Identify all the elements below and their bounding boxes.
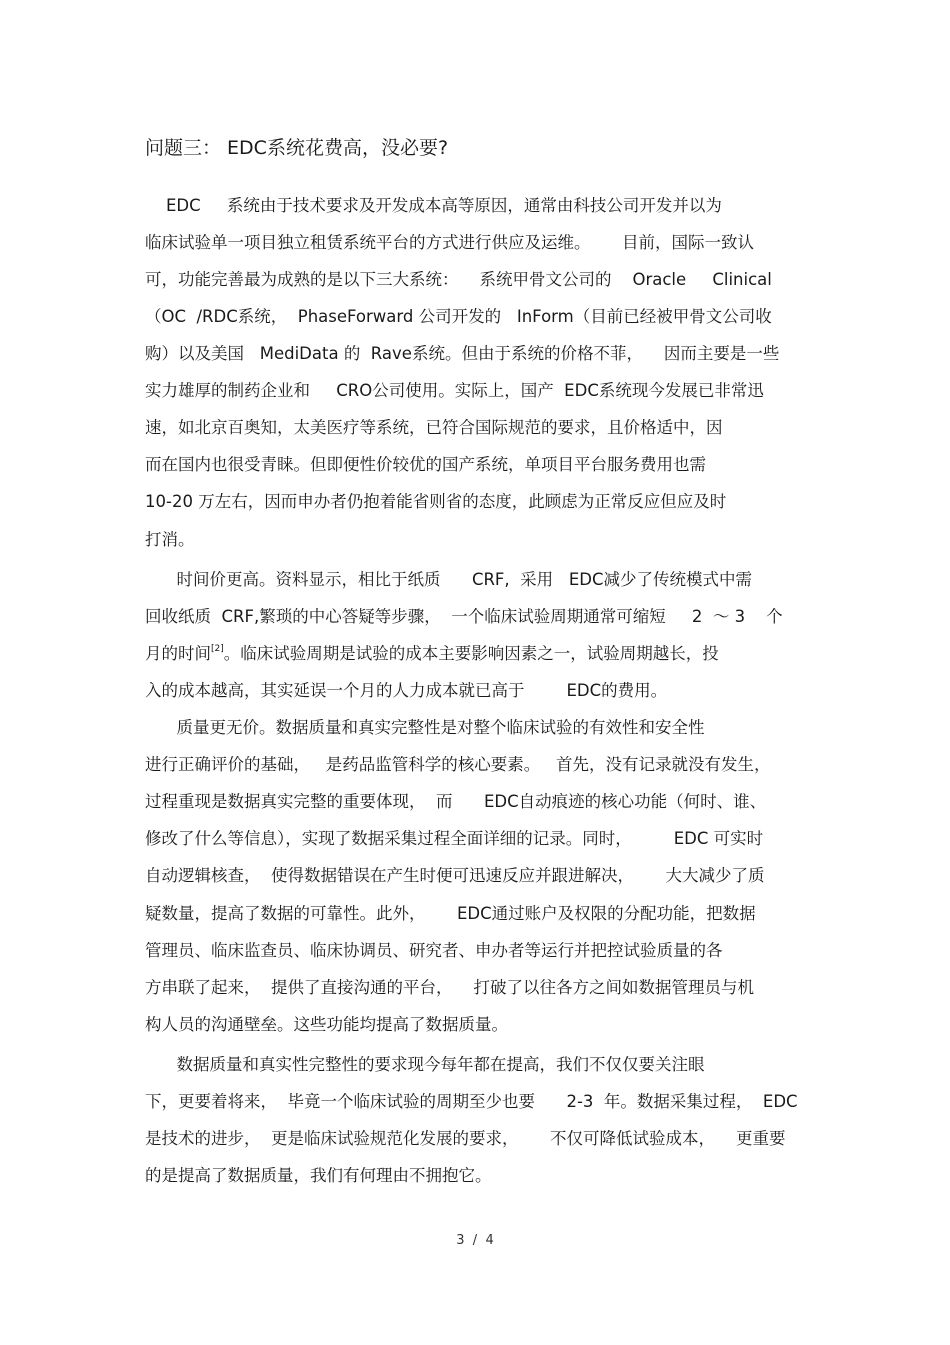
paragraph-line: EDC 系统由于技术要求及开发成本高等原因，通常由科技公司开发并以为 bbox=[145, 196, 722, 215]
paragraph-line: 实力雄厚的制药企业和 CRO公司使用。实际上，国产 EDC系统现今发展已非常迅 bbox=[145, 381, 764, 400]
paragraph-line: 修改了什么等信息），实现了数据采集过程全面详细的记录。同时， EDC 可实时 bbox=[145, 829, 764, 848]
paragraph-line: 速，如北京百奥知，太美医疗等系统，已符合国际规范的要求，且价格适中，因 bbox=[145, 418, 723, 437]
paragraph-line: 打消。 bbox=[145, 530, 195, 549]
paragraph-line: 方串联了起来， 提供了直接沟通的平台， 打破了以往各方之间如数据管理员与机 bbox=[145, 978, 754, 997]
paragraph-line: 自动逻辑核查， 使得数据错误在产生时便可迅速反应并跟进解决， 大大减少了质 bbox=[145, 866, 765, 885]
paragraph-line: 购）以及美国 MediData 的 Rave系统。但由于系统的价格不菲， 因而主要是一些 bbox=[145, 344, 780, 363]
paragraph-line: 可，功能完善最为成熟的是以下三大系统： 系统甲骨文公司的 Oracle Clinical bbox=[145, 270, 772, 289]
paragraph-line: 质量更无价。数据质量和真实完整性是对整个临床试验的有效性和安全性 bbox=[145, 718, 705, 737]
paragraph-line: 构人员的沟通壁垒。这些功能均提高了数据质量。 bbox=[145, 1015, 508, 1034]
line-text: 月的时间 bbox=[145, 644, 211, 663]
paragraph-line: 入的成本越高，其实延误一个月的人力成本就已高于 EDC的费用。 bbox=[145, 681, 668, 700]
paragraph-line: 10-20 万左右，因而申办者仍抱着能省则省的态度，此顾虑为正常反应但应及时 bbox=[145, 492, 727, 511]
paragraph-line: 时间价更高。资料显示，相比于纸质 CRF, 采用 EDC减少了传统模式中需 bbox=[145, 570, 753, 589]
paragraph-line: 回收纸质 CRF,繁琐的中心答疑等步骤， 一个临床试验周期通常可缩短 2 ～ 3 个 bbox=[145, 607, 783, 626]
line-text: 。临床试验周期是试验的成本主要影响因素之一，试验周期越长，投 bbox=[223, 644, 719, 663]
paragraph-line: 临床试验单一项目独立租赁系统平台的方式进行供应及运维。 目前，国际一致认 bbox=[145, 233, 754, 252]
paragraph-line: 管理员、临床监查员、临床协调员、研究者、申办者等运行并把控试验质量的各 bbox=[145, 941, 723, 960]
paragraph-line-with-citation bbox=[145, 642, 719, 666]
paragraph-line: 下，更要着将来， 毕竟一个临床试验的周期至少也要 2-3 年。数据采集过程， EDC bbox=[145, 1092, 798, 1111]
paragraph-line: 是技术的进步， 更是临床试验规范化发展的要求， 不仅可降低试验成本， 更重要 bbox=[145, 1129, 786, 1148]
paragraph-line: 进行正确评价的基础， 是药品监管科学的核心要素。 首先，没有记录就没有发生， bbox=[145, 755, 771, 774]
paragraph-line: 数据质量和真实性完整性的要求现今每年都在提高，我们不仅仅要关注眼 bbox=[145, 1055, 705, 1074]
paragraph-line: 疑数量，提高了数据的可靠性。此外， EDC通过账户及权限的分配功能，把数据 bbox=[145, 904, 756, 923]
paragraph-line: 过程重现是数据真实完整的重要体现， 而 EDC自动痕迹的核心功能（何时、谁、 bbox=[145, 792, 767, 811]
section-heading: 问题三： EDC系统花费高，没必要? bbox=[145, 137, 449, 159]
page-number: 3 / 4 bbox=[456, 1233, 494, 1248]
citation-marker: [2] bbox=[211, 644, 224, 654]
paragraph-line: 而在国内也很受青睐。但即便性价较优的国产系统，单项目平台服务费用也需 bbox=[145, 455, 706, 474]
paragraph-line: （OC /RDC系统， PhaseForward 公司开发的 InForm（目前已经被甲骨文公司收 bbox=[145, 307, 772, 326]
paragraph-line: 的是提高了数据质量，我们有何理由不拥抱它。 bbox=[145, 1166, 492, 1185]
